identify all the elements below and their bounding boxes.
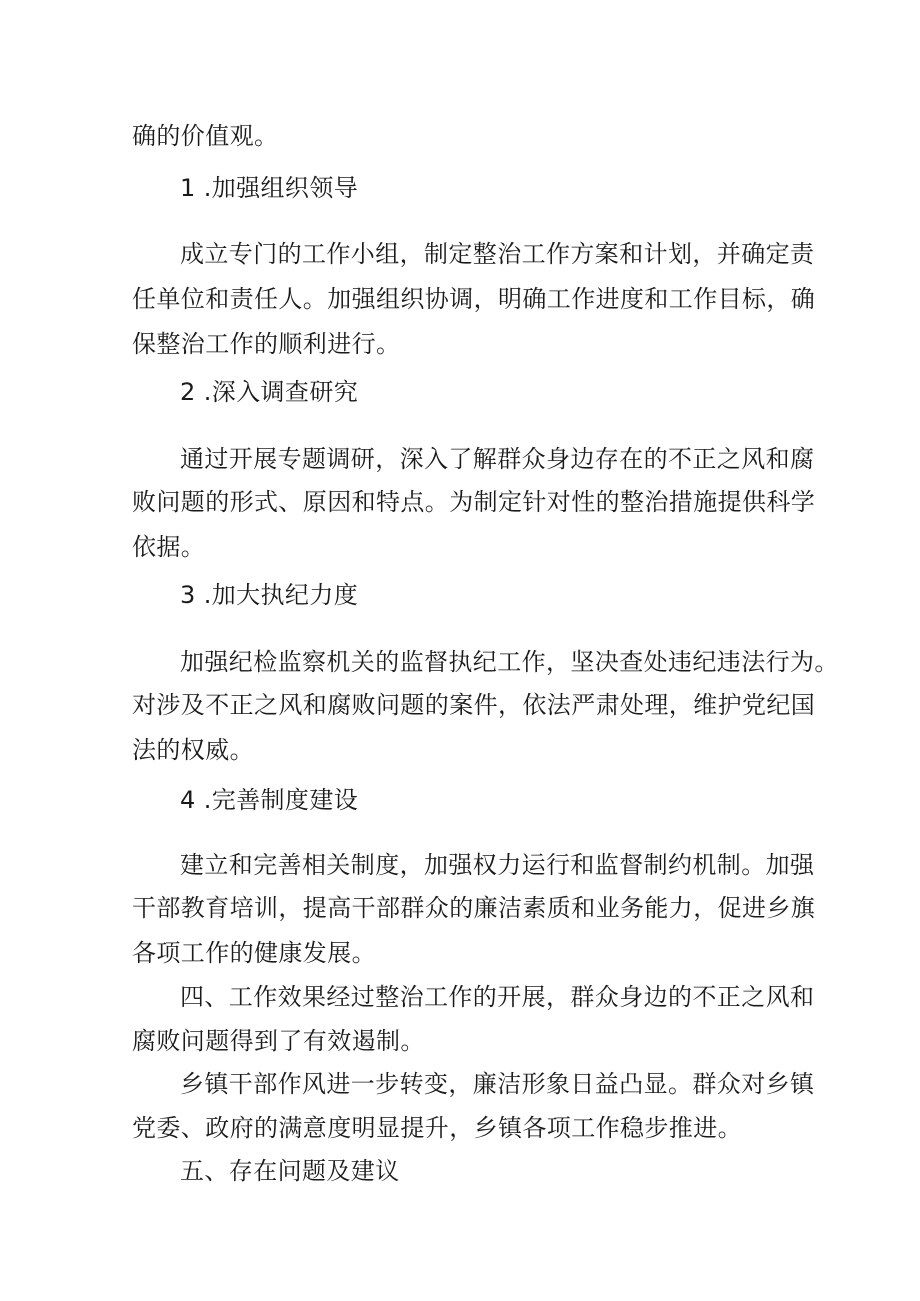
paragraph-line: 各项工作的健康发展。 [132,939,376,967]
section-heading: 五、存在问题及建议 [180,1157,400,1185]
section-heading: 3 .加大执纪力度 [180,581,359,609]
paragraph-line: 加强纪检监察机关的监督执纪工作，坚决查处违纪违法行为。 [180,648,839,676]
paragraph-line: 依据。 [132,533,206,561]
paragraph-line: 败问题的形式、原因和特点。为制定针对性的整治措施提供科学 [132,488,816,516]
paragraph-line: 通过开展专题调研，深入了解群众身边存在的不正之风和腐 [180,445,815,473]
paragraph-line: 乡镇干部作风进一步转变，廉洁形象日益凸显。群众对乡镇 [180,1070,815,1098]
section-heading: 4 .完善制度建设 [180,786,359,814]
paragraph-line: 对涉及不正之风和腐败问题的案件，依法严肃处理，维护党纪国 [132,691,816,719]
paragraph-line: 任单位和责任人。加强组织协调，明确工作进度和工作目标，确 [132,285,816,313]
section-heading: 2 .深入调查研究 [180,378,359,406]
paragraph-line: 建立和完善相关制度，加强权力运行和监督制约机制。加强 [180,851,815,879]
section-heading: 1 .加强组织领导 [180,174,359,202]
paragraph-line: 保整治工作的顺利进行。 [132,330,401,358]
paragraph-line: 法的权威。 [132,736,254,764]
paragraph-line: 干部教育培训，提高干部群众的廉洁素质和业务能力，促进乡旗 [132,894,816,922]
paragraph-line: 确的价值观。 [132,122,279,150]
paragraph-line: 腐败问题得到了有效遏制。 [132,1027,425,1055]
paragraph-line: 党委、政府的满意度明显提升，乡镇各项工作稳步推进。 [132,1114,742,1142]
paragraph-line: 成立专门的工作小组，制定整治工作方案和计划，并确定责 [180,240,815,268]
paragraph-line: 四、工作效果经过整治工作的开展，群众身边的不正之风和 [180,983,815,1011]
